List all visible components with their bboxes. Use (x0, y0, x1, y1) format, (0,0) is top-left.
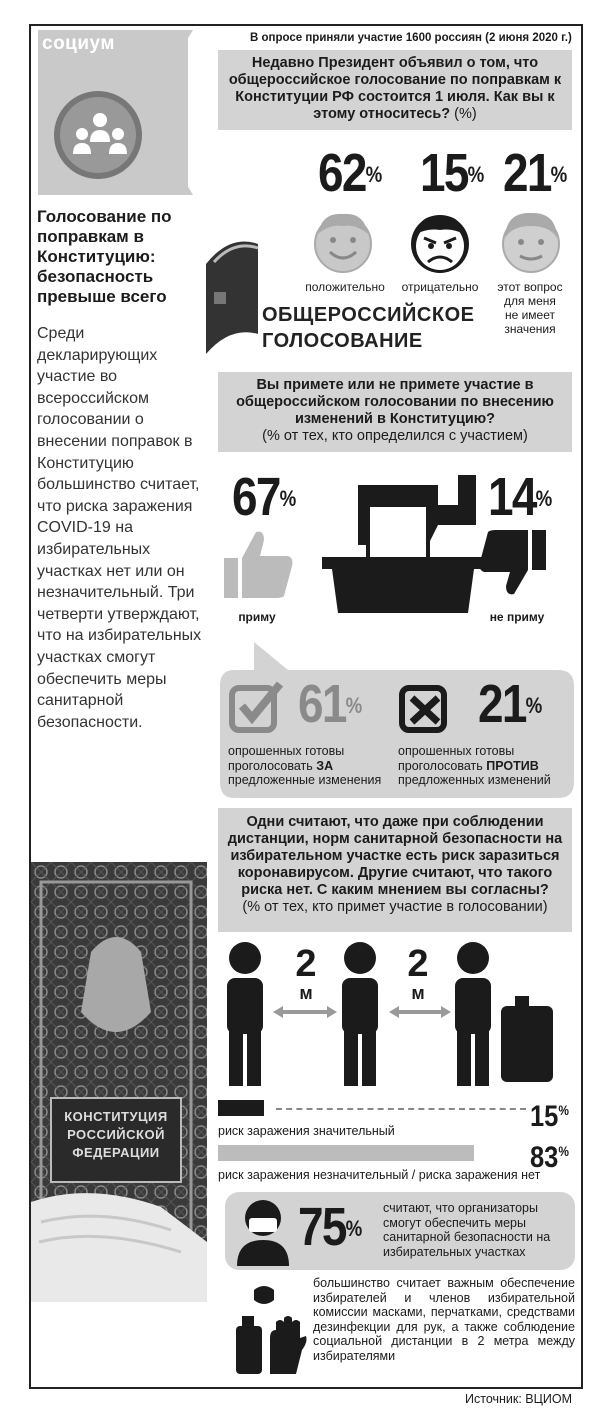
q1-label-negative: отрицательно (401, 280, 479, 294)
risk-high-bar (218, 1100, 264, 1116)
ballot-box-hand-icon (318, 465, 488, 615)
q2-value-yes: 67% (232, 467, 297, 527)
risk-low-label: риск заражения незначительный / риска заражения нет (218, 1168, 541, 1182)
protection-items-icon (230, 1278, 310, 1378)
distance-label-2: 2 м (407, 943, 429, 1003)
risk-low-bar (218, 1145, 474, 1161)
checkbox-cross-icon (398, 678, 458, 734)
distancing-people-illustration (215, 940, 575, 1090)
q1-unit: (%) (454, 106, 477, 122)
risk-high-track (276, 1108, 526, 1110)
survey-note: В опросе приняли участие 1600 россиян (2 июня 2020 г.) (250, 32, 572, 44)
q2-question-text: Вы примете или не примете участие в общероссийском голосовании по внесению изменений в Конституцию? (236, 377, 554, 427)
risk-high-value: 15% (530, 1100, 569, 1133)
intro-text: Среди декларирующих участие во всероссийском голосовании о внесении поправок в Конституцию большинство считает, что риска заражения COVID-19 на избирательных участках нет или он незначительный. Три четверти утверждают, что на избирательных участках смогут обеспечить меры санитарной безопасности. (37, 325, 202, 731)
thumbs-down-icon (478, 528, 548, 598)
vote-protiv-text: опрошенных готовы проголосовать ПРОТИВ предложенных изменений (398, 744, 551, 787)
q2-question-box (218, 372, 572, 452)
people-icon (72, 112, 128, 160)
q3-question-text: Одни считают, что даже при соблюдении дистанции, норм санитарной безопасности на избирательном участке есть риск заразиться коронавирусом. Другие считают, что такого риска нет. С каким мнением вы согласны? (227, 814, 563, 898)
q1-value-negative: 15% (420, 143, 485, 203)
neutral-face-icon (500, 208, 562, 274)
constitution-book-illustration (31, 862, 211, 1302)
q1-question-text: Недавно Президент объявил о том, что общероссийское голосование по поправкам к Конституции РФ состоится 1 июля. Как вы к этому относитесь? (228, 55, 562, 122)
distance-label-1: 2 м (295, 943, 317, 1003)
q3-question-box (218, 808, 572, 932)
source: Источник: ВЦИОМ (465, 1392, 573, 1406)
ballot-booklet-icon (200, 214, 260, 354)
q1-label-neutral: этот вопрос для меня не имеет значения (497, 280, 563, 336)
checkbox-check-icon (228, 678, 288, 734)
q2-label-yes: приму (238, 610, 276, 624)
q1-label-positive: положительно (305, 280, 385, 294)
q2-subtitle: (% от тех, кто определился с участием) (262, 428, 528, 444)
risk-low-value: 83% (530, 1141, 569, 1174)
thumbs-up-icon (222, 528, 294, 600)
q3-subtitle: (% от тех, кто примет участие в голосовании) (242, 899, 548, 915)
safety-value: 75% (298, 1197, 363, 1257)
q2-value-no: 14% (488, 467, 553, 527)
book-title: КОНСТИТУЦИЯ РОССИЙСКОЙ ФЕДЕРАЦИИ (64, 1109, 168, 1160)
q1-value-neutral: 21% (503, 143, 568, 203)
masked-person-icon (233, 1196, 293, 1266)
headline: Голосование по поправкам в Конституцию: безопасность превыше всего (37, 207, 172, 306)
q2-label-no: не приму (489, 610, 545, 624)
angry-face-icon (408, 208, 472, 274)
safety-text: считают, что организаторы смогут обеспечить меры санитарной безопасности на избирательных участках (383, 1201, 551, 1259)
measures-text: большинство считает важным обеспечение избирателей и членов избирательной комиссии масками, перчатками, средствами дезинфекции для рук, а также соблюдение социальной дистанции в 2 метра между избирателями (313, 1276, 575, 1363)
risk-high-label: риск заражения значительный (218, 1124, 395, 1138)
ballot-logo-text: ОБЩЕРОССИЙСКОЕ ГОЛОСОВАНИЕ (262, 304, 475, 352)
q1-question-box (218, 50, 572, 130)
vote-protiv-value: 21% (478, 674, 543, 734)
happy-face-icon (312, 208, 374, 274)
q1-value-positive: 62% (318, 143, 383, 203)
vote-za-value: 61% (298, 674, 363, 734)
vote-za-text: опрошенных готовы проголосовать ЗА предложенные изменения (228, 744, 382, 787)
rubric-label: социум (42, 33, 115, 54)
